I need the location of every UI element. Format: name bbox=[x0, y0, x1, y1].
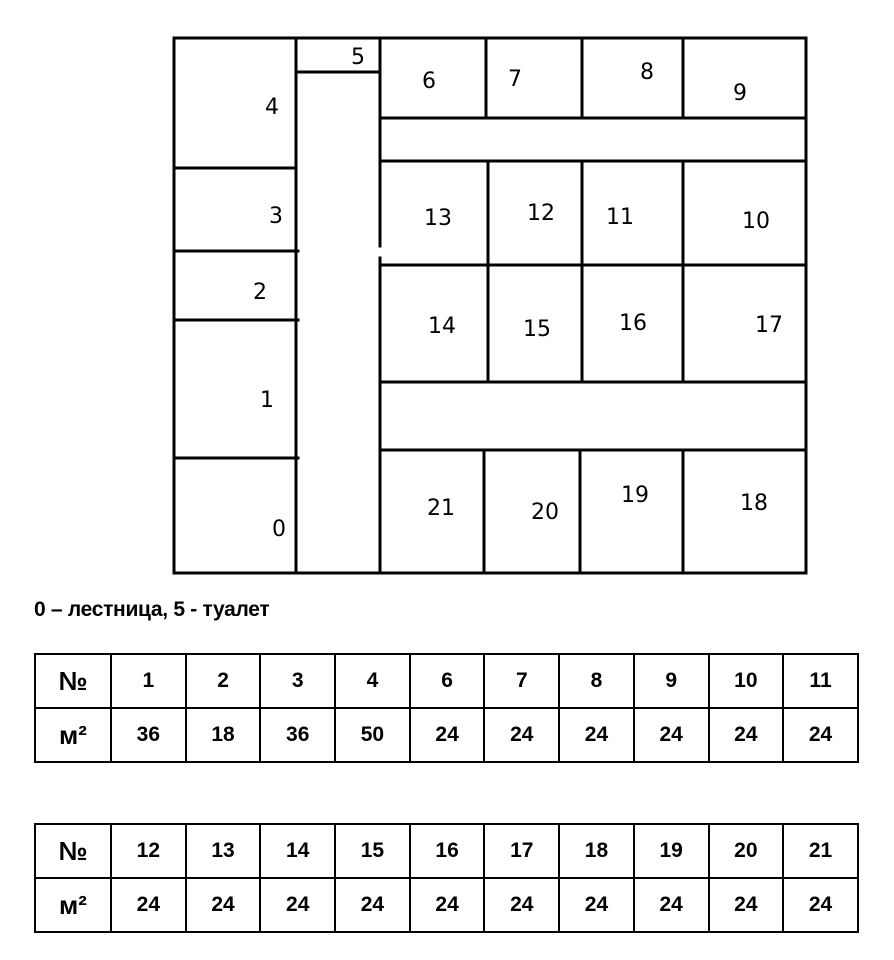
room-number-cell: 19 bbox=[634, 824, 709, 878]
area-row bbox=[35, 708, 858, 762]
room-area-cell: 50 bbox=[335, 708, 410, 762]
room-area-cell: 24 bbox=[559, 878, 634, 932]
room-label-21: 21 bbox=[427, 496, 455, 521]
room-number-cell: 20 bbox=[709, 824, 784, 878]
room-area-cell: 24 bbox=[186, 878, 261, 932]
room-area-cell: 24 bbox=[709, 708, 784, 762]
room-label-9: 9 bbox=[733, 81, 747, 106]
room-label-16: 16 bbox=[619, 311, 647, 336]
room-label-14: 14 bbox=[428, 314, 456, 339]
room-number-cell: 12 bbox=[111, 824, 186, 878]
room-area-cell: 24 bbox=[783, 878, 858, 932]
number-header: № bbox=[35, 654, 111, 708]
room-label-8: 8 bbox=[640, 60, 654, 85]
room-label-12: 12 bbox=[527, 201, 555, 226]
area-header: м² bbox=[35, 708, 111, 762]
legend: 0 – лестница, 5 - туалет bbox=[34, 598, 270, 621]
room-number-cell: 11 bbox=[783, 654, 858, 708]
room-label-17: 17 bbox=[755, 313, 783, 338]
room-label-15: 15 bbox=[523, 317, 551, 342]
area-row bbox=[35, 878, 858, 932]
room-area-cell: 18 bbox=[186, 708, 261, 762]
room-number-cell: 9 bbox=[634, 654, 709, 708]
room-number-cell: 4 bbox=[335, 654, 410, 708]
number-row bbox=[35, 654, 858, 708]
room-label-1: 1 bbox=[260, 388, 274, 413]
room-label-20: 20 bbox=[531, 500, 559, 525]
room-area-cell: 24 bbox=[709, 878, 784, 932]
room-area-cell: 24 bbox=[559, 708, 634, 762]
room-number-cell: 21 bbox=[783, 824, 858, 878]
room-label-19: 19 bbox=[621, 483, 649, 508]
room-area-cell: 24 bbox=[783, 708, 858, 762]
room-label-18: 18 bbox=[740, 491, 768, 516]
room-label-4: 4 bbox=[265, 95, 279, 120]
area-table-2 bbox=[34, 823, 859, 933]
room-area-cell: 36 bbox=[260, 708, 335, 762]
number-row bbox=[35, 824, 858, 878]
room-area-cell: 24 bbox=[260, 878, 335, 932]
area-header: м² bbox=[35, 878, 111, 932]
room-area-cell: 36 bbox=[111, 708, 186, 762]
room-label-2: 2 bbox=[253, 280, 267, 305]
room-label-11: 11 bbox=[606, 205, 634, 230]
room-label-3: 3 bbox=[269, 204, 283, 229]
room-label-7: 7 bbox=[508, 67, 522, 92]
room-number-cell: 16 bbox=[410, 824, 485, 878]
room-area-cell: 24 bbox=[634, 878, 709, 932]
room-area-cell: 24 bbox=[335, 878, 410, 932]
room-label-5: 5 bbox=[351, 45, 365, 70]
room-area-cell: 24 bbox=[410, 708, 485, 762]
room-label-13: 13 bbox=[424, 206, 452, 231]
room-number-cell: 10 bbox=[709, 654, 784, 708]
room-label-6: 6 bbox=[422, 69, 436, 94]
room-label-0: 0 bbox=[272, 517, 286, 542]
room-number-cell: 3 bbox=[260, 654, 335, 708]
room-number-cell: 1 bbox=[111, 654, 186, 708]
room-area-cell: 24 bbox=[111, 878, 186, 932]
room-number-cell: 17 bbox=[484, 824, 559, 878]
room-number-cell: 18 bbox=[559, 824, 634, 878]
room-number-cell: 2 bbox=[186, 654, 261, 708]
number-header: № bbox=[35, 824, 111, 878]
area-table-1 bbox=[34, 653, 859, 763]
room-area-cell: 24 bbox=[484, 708, 559, 762]
room-number-cell: 7 bbox=[484, 654, 559, 708]
room-label-10: 10 bbox=[742, 209, 770, 234]
room-area-cell: 24 bbox=[634, 708, 709, 762]
room-area-cell: 24 bbox=[410, 878, 485, 932]
room-number-cell: 14 bbox=[260, 824, 335, 878]
room-number-cell: 6 bbox=[410, 654, 485, 708]
room-number-cell: 8 bbox=[559, 654, 634, 708]
room-area-cell: 24 bbox=[484, 878, 559, 932]
room-number-cell: 15 bbox=[335, 824, 410, 878]
room-number-cell: 13 bbox=[186, 824, 261, 878]
